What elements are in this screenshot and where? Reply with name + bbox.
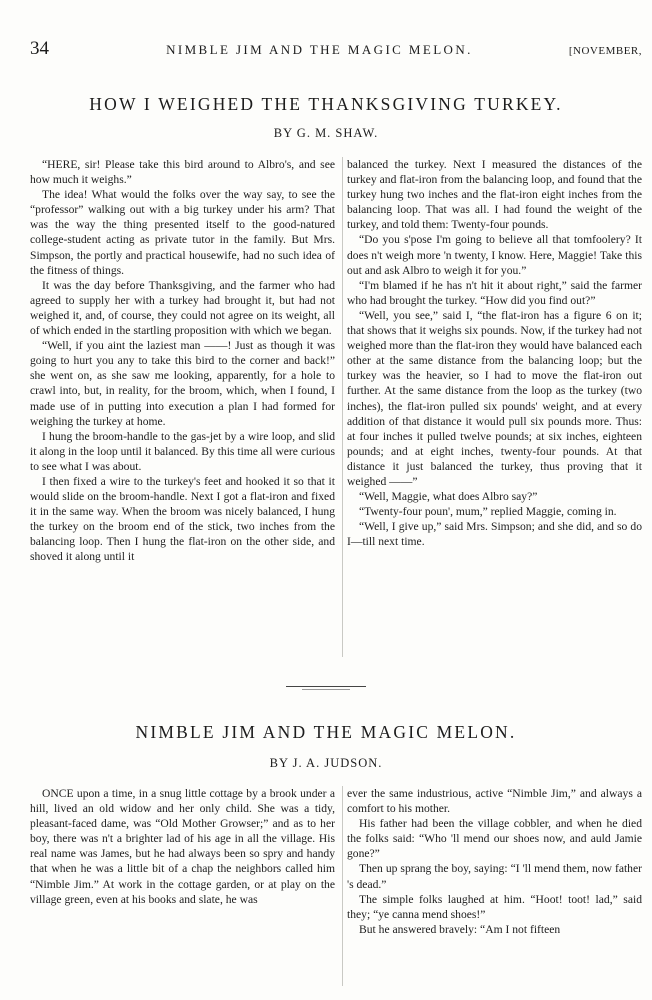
paragraph: ONCE upon a time, in a snug little cottage by a brook under a hill, lived an old widow and her only child. She was a tidy, pleasant-faced dame, was “Old Mother Growser;” and as to her boy, there was n't a brighter lad of his age in all the village. His real name was James, but he had always been so spry and handy that when he was a little bit of a chap the neighbors called him “Nimble Jim.” At work in the cottage garden, or at play on the village green, even at his books and slate, he was	[30, 787, 335, 906]
paragraph: “HERE, sir! Please take this bird around to Albro's, and see how much it weighs.”	[30, 158, 335, 187]
article2-left-column	[30, 786, 335, 907]
section-divider	[286, 686, 366, 687]
article1-left-column	[30, 157, 335, 565]
section-divider-short	[302, 689, 350, 690]
paragraph: “Well, I give up,” said Mrs. Simpson; and she did, and so do I—till next time.	[347, 520, 642, 549]
paragraph: “Well, you see,” said I, “the flat-iron has a figure 6 on it; that shows that it weighs six pounds. Now, if the turkey had not weighed more than the flat-iron they would have balanced each other at the same distance from the balancing loop; but the turkey was the heavier, so I had to move the flat-iron out further. At the same distance from the loop as the turkey (two inches), the flat-iron pulled six pounds' weight, and at every addition of that distance it would pull six pounds more. Thus: at four inches it pulled twelve pounds; at six inches, eighteen pounds; and at eight inches, twenty-four pounds. At that distance it just balanced the turkey, thus proving that it weighed ——”	[347, 308, 642, 488]
column-rule	[342, 786, 343, 986]
paragraph: I hung the broom-handle to the gas-jet by a wire loop, and slid it along in the loop until it balanced. By this time all were curious to see what I was about.	[30, 429, 335, 473]
paragraph: I then fixed a wire to the turkey's feet and hooked it so that it would slide on the broom-handle. Next I got a flat-iron and fixed it in the same way. When the broom was nicely balanced, I hung the turkey on the broom end of the stick, two inches from the balancing loop. Then I hung the flat-iron on the other side, and shoved it along until it	[30, 474, 335, 564]
paragraph: “Twenty-four poun', mum,” replied Maggie, coming in.	[359, 505, 617, 519]
running-header	[30, 38, 642, 62]
paragraph: “Do you s'pose I'm going to believe all that tomfoolery? It does n't weigh more 'n twenty, I know. Here, Maggie! Take this out and ask Albro to weigh it for you.”	[347, 233, 642, 277]
paragraph: His father had been the village cobbler, and when he died the folks said: “Who 'll mend our shoes now, and auld Jamie gone?”	[347, 817, 642, 861]
paragraph: balanced the turkey. Next I measured the distances of the turkey and flat-iron from the balancing loop, and found that the turkey hung two inches and the flat-iron eight inches from the balancing loop. That was all. I had found the weight of the turkey, and told them: Twenty-four pounds.	[347, 158, 642, 232]
article2-byline: BY J. A. JUDSON.	[269, 756, 383, 770]
paragraph: “Well, if you aint the laziest man ——! Just as though it was going to hurt you any to take this bird to the corner and back!” she went on, as she saw me looking, apparently, for a hole to crawl into, but, in reality, for the broom, which, when I found, I made use of in putting into execution a plan I had formed for weighing the turkey at home.	[30, 339, 335, 428]
article2-right-column	[347, 786, 642, 937]
article1-byline: BY G. M. SHAW.	[273, 126, 379, 140]
paragraph: “Well, Maggie, what does Albro say?”	[359, 490, 538, 504]
paragraph: But he answered bravely: “Am I not fifteen	[359, 922, 561, 936]
page-number: 34	[30, 38, 49, 59]
article2-title: NIMBLE JIM AND THE MAGIC MELON.	[135, 722, 517, 742]
article1-right-column	[347, 157, 642, 549]
running-title: NIMBLE JIM AND THE MAGIC MELON.	[166, 42, 473, 57]
issue-month: [NOVEMBER,	[568, 45, 642, 57]
column-rule	[342, 157, 343, 657]
article1-title: HOW I WEIGHED THE THANKSGIVING TURKEY.	[89, 94, 563, 114]
paragraph: The idea! What would the folks over the way say, to see the “professor” walking out with a big turkey under his arm? That was the way the thing presented itself to the good-natured college-student acting as private tutor in the family. But Mrs. Simpson, the portly and practical housewife, had no such idea of the fitness of things.	[30, 188, 335, 277]
paragraph: It was the day before Thanksgiving, and the farmer who had agreed to supply her with a turkey had brought it, but had not weighed it, and, of course, they could not agree on its weight, all of which ended in the startling proposition with which we began.	[30, 278, 335, 338]
paragraph: “I'm blamed if he has n't hit it about right,” said the farmer who had brought the turkey. “How did you find out?”	[347, 278, 642, 307]
paragraph: The simple folks laughed at him. “Hoot! toot! lad,” said they; “ye canna mend shoes!”	[347, 892, 642, 921]
paragraph: Then up sprang the boy, saying: “I 'll mend them, now father 's dead.”	[347, 862, 642, 891]
paragraph: ever the same industrious, active “Nimble Jim,” and always a comfort to his mother.	[347, 787, 642, 816]
